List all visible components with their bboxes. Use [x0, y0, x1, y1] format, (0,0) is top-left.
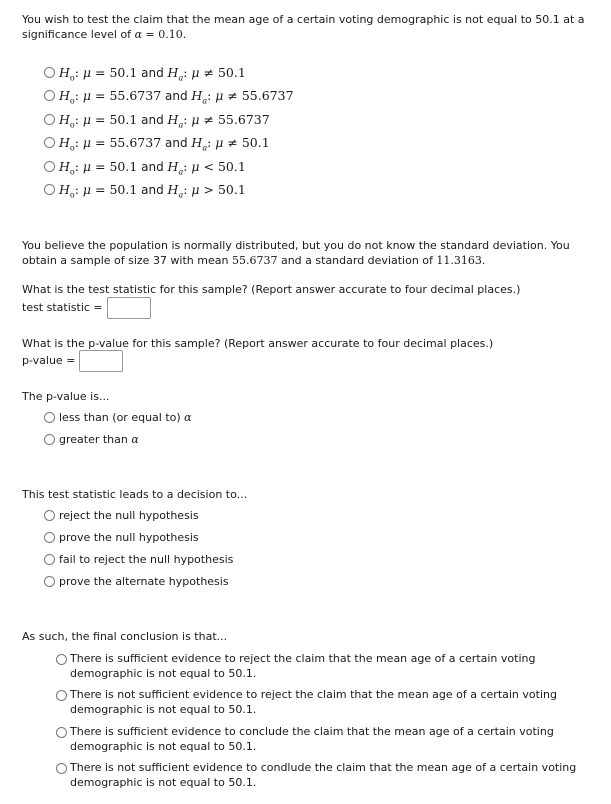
radio-button[interactable]: [44, 576, 55, 587]
p-value-option-less[interactable]: less than (or equal to) α: [44, 409, 192, 427]
test-statistic-question: What is the test statistic for this sample? (Report answer accurate to four decimal places.): [22, 283, 521, 296]
ha-value: < 50.1: [203, 159, 246, 174]
test-statistic-row: [22, 297, 592, 319]
radio-button[interactable]: [44, 532, 55, 543]
conclusion-question: As such, the final conclusion is that...: [22, 630, 228, 643]
sample-description: [22, 238, 592, 268]
h0-value: = 55.6737: [95, 135, 162, 150]
radio-button[interactable]: [44, 434, 55, 445]
decision-option-fail-to-reject[interactable]: fail to reject the null hypothesis: [44, 551, 233, 569]
h0-value: = 55.6737: [95, 88, 162, 103]
and-text: and: [141, 160, 164, 174]
radio-button[interactable]: [44, 554, 55, 565]
h0-value: = 50.1: [95, 65, 138, 80]
problem-intro: [22, 12, 592, 42]
h0-value: = 50.1: [95, 159, 138, 174]
radio-button[interactable]: [44, 510, 55, 521]
decision-option-reject[interactable]: reject the null hypothesis: [44, 507, 199, 525]
radio-button[interactable]: [44, 114, 55, 125]
radio-button[interactable]: [44, 67, 55, 78]
p-value-label: p-value =: [22, 354, 76, 367]
p-value-question: What is the p-value for this sample? (Report answer accurate to four decimal places.): [22, 337, 494, 350]
conclusion-option-2[interactable]: There is not sufficient evidence to reject the claim that the mean age of a certain voting demographic is not equal to 50.1.: [70, 687, 590, 717]
radio-button[interactable]: [44, 90, 55, 101]
sample-mean: 55.6737: [231, 254, 278, 267]
and-text: and: [141, 183, 164, 197]
hypothesis-option-2[interactable]: $H_o$: μ = 55.6737 and $H_a$: μ ≠ 55.6737: [44, 87, 294, 105]
hypothesis-option-5[interactable]: $H_o$: μ = 50.1 and $H_a$: μ < 50.1: [44, 158, 246, 176]
radio-button[interactable]: [56, 763, 67, 774]
ha-value: ≠ 50.1: [227, 135, 270, 150]
sample-middle-text: and a standard deviation of: [280, 254, 433, 267]
test-statistic-input[interactable]: [107, 297, 151, 319]
alpha-value: = 0.10.: [145, 28, 187, 41]
and-text: and: [141, 66, 164, 80]
sample-text: You believe the population is normally distributed, but you do not know the standard deviation. You obtain a sample of size 37 with mean: [22, 239, 570, 267]
decision-question: This test statistic leads to a decision to...: [22, 488, 248, 501]
radio-button[interactable]: [44, 412, 55, 423]
h0-value: = 50.1: [95, 182, 138, 197]
p-value-row: [22, 350, 592, 372]
p-value-option-greater[interactable]: greater than α: [44, 431, 139, 449]
h0-value: = 50.1: [95, 112, 138, 127]
radio-button[interactable]: [44, 161, 55, 172]
conclusion-option-4[interactable]: There is not sufficient evidence to condlude the claim that the mean age of a certain voting demographic is not equal to 50.1.: [70, 760, 590, 790]
decision-option-prove-null[interactable]: prove the null hypothesis: [44, 529, 199, 547]
alpha-symbol: α: [184, 411, 192, 424]
conclusion-option-1[interactable]: There is sufficient evidence to reject the claim that the mean age of a certain voting demographic is not equal to 50.1.: [70, 651, 590, 681]
decision-option-prove-alternate[interactable]: prove the alternate hypothesis: [44, 573, 229, 591]
ha-value: ≠ 50.1: [203, 65, 246, 80]
intro-text: You wish to test the claim that the mean age of a certain voting demographic is not equal to 50.1 at a significance level of: [22, 13, 585, 41]
p-value-input[interactable]: [79, 350, 123, 372]
hypothesis-option-3[interactable]: $H_o$: μ = 50.1 and $H_a$: μ ≠ 55.6737: [44, 111, 270, 129]
radio-button[interactable]: [56, 690, 67, 701]
hypothesis-option-6[interactable]: $H_o$: μ = 50.1 and $H_a$: μ > 50.1: [44, 181, 246, 199]
alpha-symbol: α: [134, 28, 142, 41]
radio-button[interactable]: [56, 654, 67, 665]
hypothesis-option-4[interactable]: $H_o$: μ = 55.6737 and $H_a$: μ ≠ 50.1: [44, 134, 270, 152]
p-value-compare-question: The p-value is...: [22, 390, 110, 403]
ha-value: ≠ 55.6737: [203, 112, 270, 127]
and-text: and: [165, 136, 188, 150]
radio-button[interactable]: [56, 727, 67, 738]
sample-sd: 11.3163.: [436, 254, 486, 267]
hypothesis-option-1[interactable]: $H_o$: μ = 50.1 and $H_a$: μ ≠ 50.1: [44, 64, 246, 82]
ha-value: > 50.1: [203, 182, 246, 197]
alpha-symbol: α: [131, 433, 139, 446]
ha-value: ≠ 55.6737: [227, 88, 294, 103]
radio-button[interactable]: [44, 184, 55, 195]
test-statistic-label: test statistic =: [22, 301, 103, 314]
and-text: and: [141, 113, 164, 127]
conclusion-option-3[interactable]: There is sufficient evidence to conclude the claim that the mean age of a certain voting demographic is not equal to 50.1.: [70, 724, 590, 754]
and-text: and: [165, 89, 188, 103]
radio-button[interactable]: [44, 137, 55, 148]
